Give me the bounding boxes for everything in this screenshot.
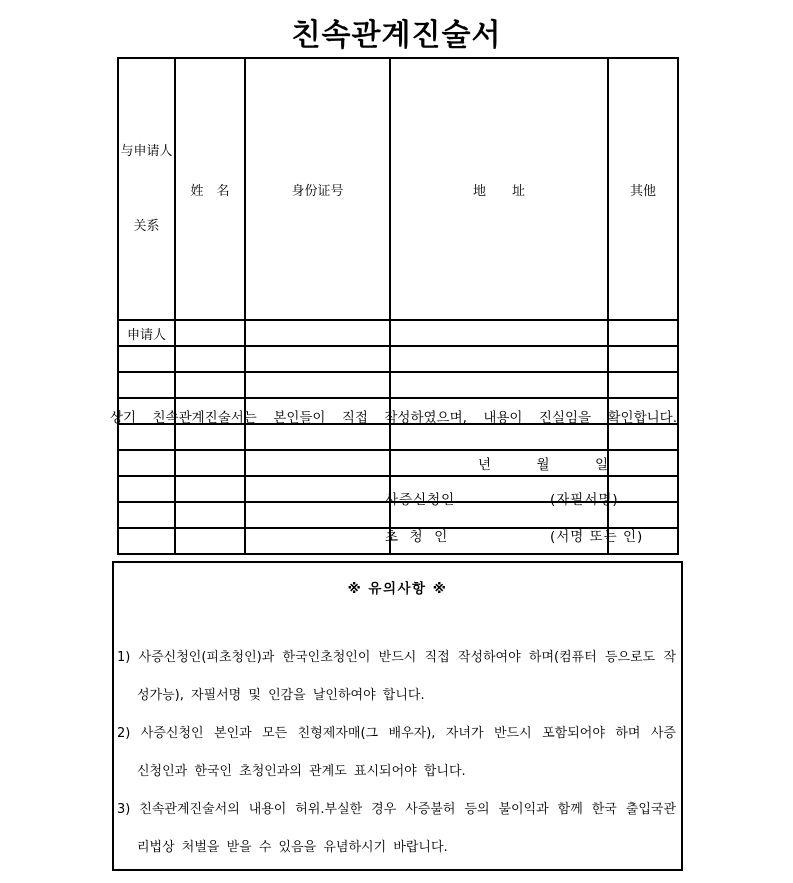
table-cell <box>245 346 390 372</box>
notice-title: ※ 유의사항 ※ <box>347 581 448 597</box>
table-cell <box>118 424 175 450</box>
table-cell <box>608 424 678 450</box>
notice-item-1-line2: 성가능), 자필서명 및 인감을 날인하여야 합니다. <box>137 688 425 703</box>
notice-item-2-line1: 2) 사증신청인 본인과 모든 친형제자매(그 배우자), 자녀가 반드시 포함되어야 하며 사증 <box>117 726 676 741</box>
kinship-table-body <box>118 320 678 554</box>
date-day-label: 일 <box>594 457 608 473</box>
table-row <box>118 346 678 372</box>
table-cell <box>608 372 678 398</box>
date-year-label: 년 <box>478 457 492 473</box>
table-cell <box>245 528 390 554</box>
notice-item-1-line1: 1) 사증신청인(피초청인)과 한국인초청인이 반드시 직접 작성하여야 하며(컴퓨터 등으로도 작 <box>117 650 676 665</box>
table-cell <box>118 476 175 502</box>
table-cell <box>245 476 390 502</box>
table-cell <box>245 372 390 398</box>
notice-item-3-line1: 3) 친속관계진술서의 내용이 허위.부실한 경우 사증불허 등의 불이익과 함께 한국 출입국관 <box>117 802 676 817</box>
table-cell <box>175 476 245 502</box>
notice-item-3 <box>117 791 676 867</box>
table-cell <box>608 450 678 476</box>
col-header-name: 姓 名 <box>175 58 245 320</box>
col-header-address: 地 址 <box>390 58 608 320</box>
kinship-table <box>117 57 679 555</box>
table-cell <box>175 528 245 554</box>
inviter-label: 초 청 인 <box>385 529 449 545</box>
visa-applicant-label: 사증신청인 <box>385 492 456 508</box>
col-header-other: 其他 <box>608 58 678 320</box>
table-cell <box>175 424 245 450</box>
table-cell <box>175 372 245 398</box>
notice-item-2 <box>117 715 676 791</box>
table-cell <box>245 320 390 346</box>
table-row <box>118 372 678 398</box>
table-cell <box>118 528 175 554</box>
confirmation-statement: 상기 친속관계진술서는 본인들이 직접 작성하였으며, 내용이 진실임을 확인합니다. <box>110 410 677 426</box>
notice-item-1 <box>117 639 676 715</box>
table-cell <box>118 372 175 398</box>
table-cell <box>118 502 175 528</box>
table-row <box>118 424 678 450</box>
table-cell <box>118 346 175 372</box>
table-row-applicant <box>118 320 678 346</box>
table-cell <box>175 320 245 346</box>
notice-items <box>117 639 676 867</box>
date-line <box>478 453 608 473</box>
visa-applicant-signature-hint: (자필서명) <box>550 492 619 508</box>
table-cell <box>390 372 608 398</box>
table-cell <box>390 346 608 372</box>
table-header-row <box>118 58 678 320</box>
notice-item-3-line2: 리법상 처벌을 받을 수 있음을 유념하시기 바랍니다. <box>137 840 448 855</box>
table-cell <box>390 320 608 346</box>
table-cell <box>175 450 245 476</box>
col-header-relation-line2: 关系 <box>133 219 160 234</box>
date-month-label: 월 <box>536 457 550 473</box>
table-cell <box>390 424 608 450</box>
col-header-relation <box>118 58 175 320</box>
table-cell <box>245 424 390 450</box>
applicant-relation-cell: 申请人 <box>118 320 175 346</box>
table-cell <box>245 450 390 476</box>
table-cell <box>245 502 390 528</box>
table-cell <box>175 346 245 372</box>
page-title: 친속관계진술서 <box>291 18 502 53</box>
table-cell <box>175 502 245 528</box>
col-header-id-number: 身份证号 <box>245 58 390 320</box>
table-cell <box>118 450 175 476</box>
table-cell <box>608 320 678 346</box>
col-header-relation-line1: 与申请人 <box>120 144 173 159</box>
table-cell <box>608 346 678 372</box>
inviter-signature-hint: (서명 또는 인) <box>550 529 644 545</box>
notice-item-2-line2: 신청인과 한국인 초청인과의 관계도 표시되어야 합니다. <box>137 764 466 779</box>
notice-box <box>112 561 683 871</box>
